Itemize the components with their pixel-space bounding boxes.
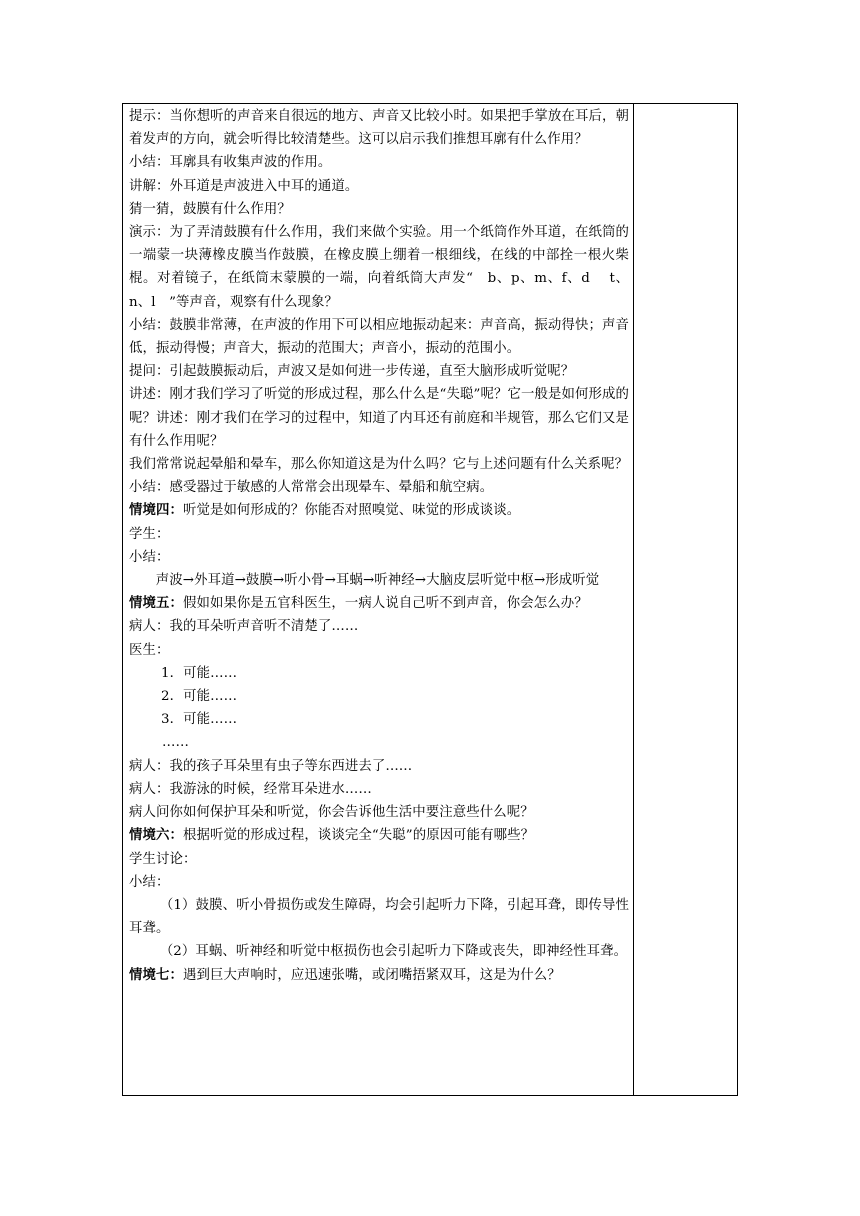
summary-label: 小结： (129, 549, 170, 565)
lesson-content (129, 105, 629, 987)
scenario-4-text: 听觉是如何形成的？你能否对照嗅觉、味觉的形成谈谈。 (182, 503, 521, 519)
student-line: 学生： (129, 526, 170, 542)
summary-eardrum: 小结：鼓膜非常薄，在声波的作用下可以相应地振动起来：声音高，振动得快；声音低，振动得慢；声音大，振动的范围大；声音小，振动的范围小。 (129, 317, 629, 357)
student-discussion: 学生讨论： (129, 851, 197, 867)
narration-deafness: 讲述：刚才我们学习了听觉的形成过程，那么什么是“失聪”呢？它一般是如何形成的呢？讲述：刚才我们在学习的过程中，知道了内耳还有前庭和半规管，那么它们又是有什么作用呢？ (129, 387, 629, 449)
column-divider (633, 103, 634, 1096)
ellipsis-line: …… (162, 735, 189, 751)
scenario-4-label: 情境四： (129, 502, 183, 519)
scenario-7-text: 遇到巨大声响时，应迅速张嘴，或闭嘴捂紧双耳，这是为什么？ (182, 967, 561, 983)
scenario-7-label: 情境七： (129, 966, 183, 983)
scenario-7 (129, 964, 629, 987)
explain-ear-canal: 讲解：外耳道是声波进入中耳的通道。 (129, 178, 359, 194)
conductive-deafness: （1）鼓膜、听小骨损伤或发生障碍，均会引起听力下降，引起耳聋，即传导性耳聋。 (129, 897, 629, 937)
scenario-6-label: 情境六： (129, 827, 183, 844)
summary-motion-sickness: 小结：感受器过于敏感的人常常会出现晕车、晕船和航空病。 (129, 480, 494, 496)
scenario-5 (129, 592, 629, 615)
summary-auricle: 小结：耳廓具有收集声波的作用。 (129, 155, 332, 171)
doctor-line: 医生： (129, 642, 170, 658)
patient-line-3: 病人：我游泳的时候，经常耳朵进水…… (129, 781, 372, 797)
scenario-5-text: 假如如果你是五官科医生，一病人说自己听不到声音，你会怎么办？ (182, 596, 588, 612)
scenario-4 (129, 499, 629, 522)
hint-paragraph: 提示：当你想听的声音来自很远的地方、声音又比较小时。如果把手掌放在耳后，朝着发声的方向，就会听得比较清楚些。这可以启示我们推想耳廓有什么作用？ (129, 109, 629, 148)
possibility-2: 2．可能…… (161, 689, 238, 705)
summary-label-2: 小结： (129, 874, 170, 890)
scenario-6-text: 根据听觉的形成过程，谈谈完全“失聪”的原因可能有哪些？ (182, 828, 535, 844)
protect-ears-question: 病人问你如何保护耳朵和听觉，你会告诉他生活中要注意些什么呢？ (129, 805, 534, 821)
scenario-6 (129, 824, 629, 847)
patient-line-2: 病人：我的孩子耳朵里有虫子等东西进去了…… (129, 758, 413, 774)
scenario-5-label: 情境五： (129, 595, 183, 612)
guess-eardrum: 猜一猜，鼓膜有什么作用？ (129, 201, 291, 217)
sensorineural-deafness: （2）耳蜗、听神经和听觉中枢损伤也会引起听力下降或丧失，即神经性耳聋。 (159, 944, 628, 960)
demo-paragraph: 演示：为了弄清鼓膜有什么作用，我们来做个实验。用一个纸筒作外耳道，在纸筒的一端蒙一块薄橡皮膜当作鼓膜，在橡皮膜上绷着一根细线，在线的中部拴一根火柴棍。对着镜子，在纸筒末蒙膜的一端，向着纸筒大声发“ b、p、m、f、d t、n、l ”等声音，观察有什么现象？ (129, 225, 629, 310)
seasickness-question: 我们常常说起晕船和晕车，那么你知道这是为什么吗？它与上述问题有什么关系呢？ (129, 457, 629, 473)
question-transmission: 提问：引起鼓膜振动后，声波又是如何进一步传递，直至大脑形成听觉呢？ (129, 364, 575, 380)
possibility-3: 3．可能…… (161, 712, 238, 728)
patient-line-1: 病人：我的耳朵听声音听不清楚了…… (129, 619, 359, 635)
hearing-pathway: 声波→外耳道→鼓膜→听小骨→耳蜗→听神经→大脑皮层听觉中枢→形成听觉 (155, 573, 600, 589)
possibility-1: 1．可能…… (161, 665, 238, 681)
